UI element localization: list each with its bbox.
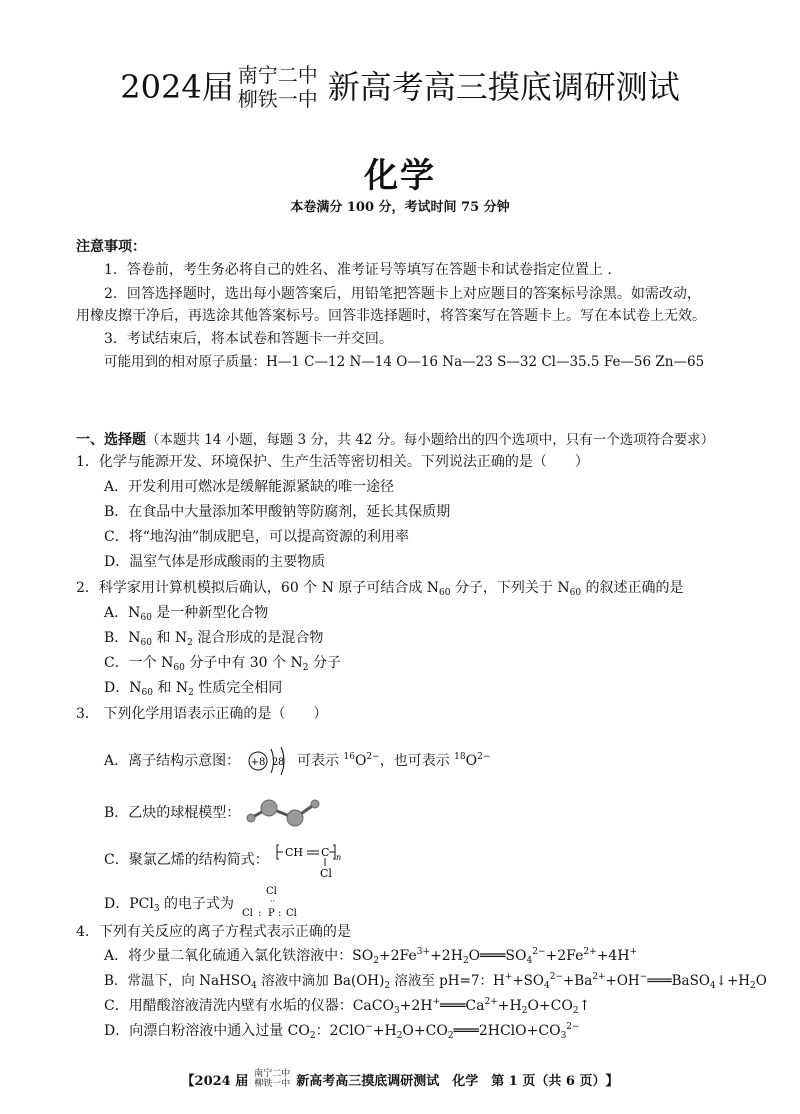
q3-option-d: D．PCl$_3$ 的电子式为 Cl ·· Cl : P : Cl bbox=[104, 884, 308, 924]
school-2: 柳铁一中 bbox=[237, 87, 318, 111]
shell-1-electrons: 2 bbox=[271, 757, 278, 768]
exam-title: 新高考高三摸底调研测试 bbox=[327, 68, 680, 106]
notes-heading: 注意事项： bbox=[76, 239, 146, 255]
acetylene-ball-stick-model bbox=[245, 796, 325, 830]
pvc-structure-formula bbox=[273, 840, 373, 880]
school-1: 南宁二中 bbox=[237, 63, 318, 87]
section-heading: 一、选择题（本题共 14 小题，每题 3 分，共 42 分。每小题给出的四个选项中，只有一个选项符合要求） bbox=[76, 432, 715, 448]
q3-option-c: C．聚氯乙烯的结构简式： CH C n Cl bbox=[104, 840, 373, 880]
q1-stem: 1．化学与能源开发、环境保护、生产生活等密切相关。下列说法正确的是（ ） bbox=[76, 454, 589, 470]
pcl3-right-cl: Cl bbox=[286, 908, 298, 919]
exam-meta: 本卷满分 100 分，考试时间 75 分钟 bbox=[290, 200, 510, 215]
subject-title: 化学 bbox=[364, 156, 436, 196]
q2-option-d: D．$N_{60}$ 和 $N_2$ 性质完全相同 bbox=[104, 680, 283, 698]
q3-stem: 3． 下列化学用语表示正确的是（ ） bbox=[76, 706, 328, 722]
pcl3-dots: ·· bbox=[270, 897, 276, 906]
school-names bbox=[238, 63, 318, 111]
svg-text::: : bbox=[258, 908, 262, 919]
q2-option-c: C．一个 $N_{60}$ 分子中有 30 个 $N_2$ 分子 bbox=[104, 655, 341, 673]
footer-schools: 南宁二中 柳铁一中 bbox=[254, 1069, 291, 1089]
q4-option-d: D．向漂白粉溶液中通入过量 $CO_2$：$2ClO^-+H_2O+CO_2═══2HClO+CO_3^{2-}$ bbox=[104, 1022, 580, 1041]
q3-option-a: A．离子结构示意图： +8 2 8 可表示 $^{16}O^{2-}$，也可表示 $^{18}O^{2-}$ bbox=[104, 744, 490, 778]
pvc-ch-group: CH bbox=[285, 846, 304, 859]
q1-option-a: A．开发利用可燃冰是缓解能源紧缺的唯一途径 bbox=[104, 479, 395, 495]
q4-option-b: B．常温下，向 NaHSO$_4$ 溶液中滴加 $Ba(OH)_2$ 溶液至 pH=7：$H^++SO_4^{2-}+Ba^{2+}+OH^-═══BaSO_4↓+H_2O$ bbox=[104, 972, 767, 991]
pcl3-left-cl: Cl bbox=[242, 908, 254, 919]
note-1: 1．答卷前，考生务必将自己的姓名、准考证号等填写在答题卡和试卷指定位置上 . bbox=[104, 262, 612, 278]
note-3: 3．考试结束后，将本试卷和答题卡一并交回。 bbox=[104, 331, 393, 347]
svg-text::: : bbox=[278, 908, 282, 919]
ion-structure-diagram bbox=[245, 744, 293, 778]
nucleus-charge: +8 bbox=[250, 757, 265, 768]
pvc-c-atom: C bbox=[321, 846, 330, 859]
exam-year: 2024届 bbox=[120, 68, 234, 106]
pcl3-electron-formula bbox=[238, 884, 308, 924]
q2-option-a: A．$N_{60}$ 是一种新型化合物 bbox=[104, 605, 269, 623]
q1-option-d: D．温室气体是形成酸雨的主要物质 bbox=[104, 554, 326, 570]
pvc-n: n bbox=[336, 853, 342, 862]
q1-option-c: C．将“地沟油”制成肥皂，可以提高资源的利用率 bbox=[104, 529, 410, 545]
q4-stem: 4．下列有关反应的离子方程式表示正确的是 bbox=[76, 924, 351, 940]
page-footer: 【 2024 届 南宁二中 柳铁一中 新高考高三摸底调研测试 化学 第 1 页（共 6 页） 】 bbox=[181, 1069, 619, 1089]
q1-option-b: B．在食品中大量添加苯甲酸钠等防腐剂，延长其保质期 bbox=[104, 504, 451, 520]
shell-2-electrons: 8 bbox=[277, 757, 284, 768]
exam-title-row bbox=[0, 56, 800, 118]
q2-stem: 2．科学家用计算机模拟后确认，60 个 N 原子可结合成 $N_{60}$ 分子，下列关于 $N_{60}$ 的叙述正确的是 bbox=[76, 580, 684, 598]
pcl3-p: P bbox=[268, 908, 276, 919]
q3-option-b: B．乙炔的球棍模型： bbox=[104, 796, 325, 830]
q2-option-b: B．$N_{60}$ 和 $N_2$ 混合形成的是混合物 bbox=[104, 630, 324, 648]
note-2: 2．回答选择题时，选出每小题答案后，用铅笔把答题卡上对应题目的答案标号涂黑。如需改动， bbox=[104, 286, 701, 302]
q4-option-c: C．用醋酸溶液清洗内壁有水垢的仪器：$CaCO_3+2H^+═══Ca^{2+}+H_2O+CO_2↑$ bbox=[104, 997, 591, 1016]
atomic-masses: 可能用到的相对原子质量：H—1 C—12 N—14 O—16 Na—23 S—32 Cl—35.5 Fe—56 Zn—65 bbox=[104, 354, 705, 370]
note-2-cont: 用橡皮擦干净后，再选涂其他答案标号。回答非选择题时，将答案写在答题卡上。写在本试卷上无效。 bbox=[76, 308, 706, 324]
pvc-cl-atom: Cl bbox=[320, 867, 333, 880]
q4-option-a: A．将少量二氧化硫通入氯化铁溶液中：$SO_2+2Fe^{3+}+2H_2O═══SO_4^{2-}+2Fe^{2+}+4H^+$ bbox=[104, 947, 638, 966]
pcl3-top-cl: Cl bbox=[266, 886, 278, 897]
